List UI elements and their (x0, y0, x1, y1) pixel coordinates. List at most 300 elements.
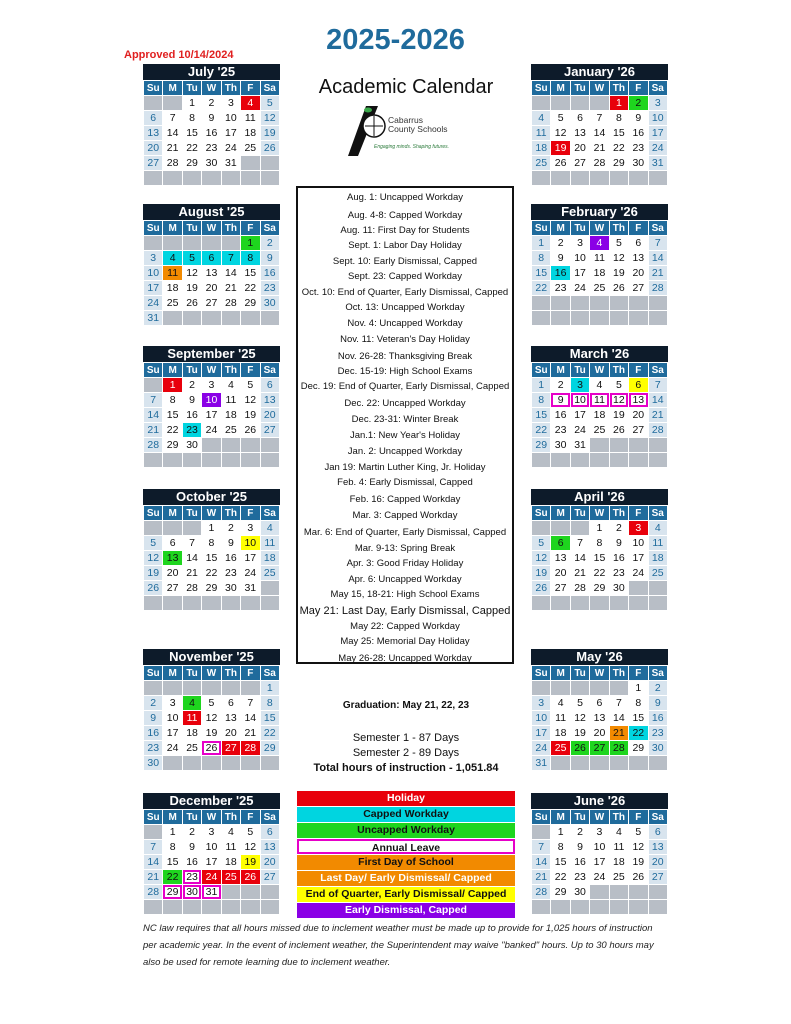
event-item: Nov. 26-28: Thanksgiving Break (337, 351, 473, 362)
empty-day (648, 900, 667, 915)
empty-day (590, 596, 609, 611)
day-cell: 9 (629, 111, 648, 126)
weekday-header: Su (532, 221, 551, 236)
empty-day (260, 596, 279, 611)
day-cell: 20 (551, 566, 570, 581)
day-cell: 18 (260, 551, 279, 566)
event-item: Nov. 11: Veteran's Day Holiday (340, 334, 470, 345)
empty-day (648, 171, 667, 186)
day-cell: 6 (551, 536, 570, 551)
empty-day (532, 453, 551, 468)
day-cell: 30 (629, 156, 648, 171)
day-cell: 10 (648, 111, 667, 126)
day-cell: 7 (221, 251, 240, 266)
weekday-header: Su (532, 810, 551, 825)
day-cell: 4 (551, 696, 570, 711)
empty-day (570, 521, 589, 536)
empty-day (629, 311, 648, 326)
weekday-header: M (551, 363, 570, 378)
month-grid (531, 505, 668, 611)
month-calendar-july (143, 64, 280, 186)
week-row (532, 171, 668, 186)
day-cell: 29 (163, 438, 182, 453)
day-cell: 8 (629, 696, 648, 711)
day-cell: 14 (221, 266, 240, 281)
day-cell: 17 (163, 726, 182, 741)
day-cell: 14 (182, 551, 201, 566)
day-cell: 10 (570, 251, 589, 266)
day-cell: 8 (163, 393, 182, 408)
day-cell: 18 (590, 408, 609, 423)
day-cell: 15 (609, 126, 628, 141)
logo-line2: County Schools (388, 124, 448, 134)
empty-day (260, 171, 279, 186)
day-cell: 1 (260, 681, 279, 696)
week-row (144, 885, 280, 900)
day-cell: 19 (551, 141, 570, 156)
event-item: Jan. 2: Uncapped Workday (347, 446, 463, 457)
event-item: Mar. 3: Capped Workday (352, 510, 458, 521)
empty-day (182, 681, 201, 696)
weekday-header: Su (144, 81, 163, 96)
day-cell: 20 (629, 266, 648, 281)
color-legend (297, 791, 515, 919)
day-cell: 25 (221, 870, 240, 885)
week-row (144, 281, 280, 296)
day-cell: 19 (144, 566, 163, 581)
day-cell: 1 (532, 236, 551, 251)
day-cell: 26 (202, 741, 221, 756)
day-cell: 1 (532, 378, 551, 393)
empty-day (260, 438, 279, 453)
day-cell: 16 (144, 726, 163, 741)
week-row (144, 438, 280, 453)
day-cell: 11 (532, 126, 551, 141)
day-cell: 27 (570, 156, 589, 171)
legend-item: Uncapped Workday (297, 823, 515, 838)
weekday-header: F (629, 810, 648, 825)
week-row (144, 696, 280, 711)
day-cell: 15 (551, 855, 570, 870)
day-cell: 21 (532, 870, 551, 885)
empty-day (648, 453, 667, 468)
month-calendar-may (531, 649, 668, 771)
weekday-header: Th (609, 81, 628, 96)
day-cell: 6 (202, 251, 221, 266)
day-cell: 18 (609, 855, 628, 870)
day-cell: 20 (144, 141, 163, 156)
day-cell: 16 (551, 408, 570, 423)
day-cell: 14 (532, 855, 551, 870)
week-row (144, 141, 280, 156)
empty-day (202, 171, 221, 186)
empty-day (590, 96, 609, 111)
day-cell: 13 (590, 711, 609, 726)
day-cell: 27 (144, 156, 163, 171)
day-cell: 11 (163, 266, 182, 281)
week-row (144, 453, 280, 468)
empty-day (182, 236, 201, 251)
week-row (144, 111, 280, 126)
day-cell: 11 (648, 536, 667, 551)
empty-day (163, 236, 182, 251)
day-cell: 2 (202, 96, 221, 111)
empty-day (163, 596, 182, 611)
day-cell: 12 (551, 126, 570, 141)
week-row (144, 566, 280, 581)
day-cell: 9 (551, 251, 570, 266)
empty-day (221, 236, 240, 251)
day-cell: 20 (260, 855, 279, 870)
empty-day (260, 311, 279, 326)
week-row (532, 96, 668, 111)
week-row (532, 741, 668, 756)
day-cell: 28 (241, 741, 260, 756)
day-cell: 11 (590, 251, 609, 266)
day-cell: 22 (590, 566, 609, 581)
week-row (532, 551, 668, 566)
day-cell: 10 (202, 393, 221, 408)
day-cell: 1 (202, 521, 221, 536)
day-cell: 13 (260, 393, 279, 408)
empty-day (144, 453, 163, 468)
day-cell: 14 (163, 126, 182, 141)
empty-day (551, 521, 570, 536)
weekday-header: W (202, 810, 221, 825)
day-cell: 15 (590, 551, 609, 566)
week-row (144, 551, 280, 566)
empty-day (532, 900, 551, 915)
day-cell: 28 (648, 281, 667, 296)
month-grid (143, 80, 280, 186)
event-item: Sept. 23: Capped Workday (348, 271, 462, 282)
day-cell: 16 (609, 551, 628, 566)
day-cell: 8 (182, 111, 201, 126)
day-cell: 5 (532, 536, 551, 551)
day-cell: 13 (163, 551, 182, 566)
day-cell: 3 (648, 96, 667, 111)
day-cell: 26 (144, 581, 163, 596)
empty-day (551, 756, 570, 771)
month-title: July '25 (143, 64, 280, 80)
empty-day (532, 96, 551, 111)
empty-day (144, 378, 163, 393)
day-cell: 14 (570, 551, 589, 566)
day-cell: 8 (163, 840, 182, 855)
day-cell: 13 (202, 266, 221, 281)
day-cell: 11 (182, 711, 201, 726)
event-item: Dec. 15-19: High School Exams (337, 366, 473, 377)
day-cell: 28 (182, 581, 201, 596)
event-item: Jan.1: New Year's Holiday (349, 430, 461, 441)
empty-day (551, 311, 570, 326)
event-item: Aug. 4-8: Capped Workday (347, 210, 463, 221)
week-row (532, 521, 668, 536)
legend-item: End of Quarter, Early Dismissal/ Capped (297, 887, 515, 902)
month-title: June '26 (531, 793, 668, 809)
weekday-header: F (629, 81, 648, 96)
day-cell: 19 (570, 726, 589, 741)
day-cell: 25 (182, 741, 201, 756)
day-cell: 27 (551, 581, 570, 596)
empty-day (629, 756, 648, 771)
legend-item: Holiday (297, 791, 515, 806)
weekday-header: Sa (260, 221, 279, 236)
day-cell: 16 (260, 266, 279, 281)
day-cell: 2 (648, 681, 667, 696)
empty-day (144, 521, 163, 536)
day-cell: 28 (590, 156, 609, 171)
week-row (144, 393, 280, 408)
day-cell: 25 (163, 296, 182, 311)
day-cell: 13 (629, 393, 648, 408)
day-cell: 2 (609, 521, 628, 536)
day-cell: 14 (648, 251, 667, 266)
empty-day (551, 453, 570, 468)
week-row (532, 156, 668, 171)
weekday-header: Sa (648, 81, 667, 96)
weekday-header: Su (532, 81, 551, 96)
day-cell: 17 (144, 281, 163, 296)
day-cell: 27 (202, 296, 221, 311)
day-cell: 19 (609, 408, 628, 423)
empty-day (551, 596, 570, 611)
day-cell: 31 (202, 885, 221, 900)
week-row (532, 111, 668, 126)
month-calendar-august (143, 204, 280, 326)
day-cell: 14 (609, 711, 628, 726)
week-row (144, 536, 280, 551)
day-cell: 18 (532, 141, 551, 156)
day-cell: 5 (570, 696, 589, 711)
day-cell: 15 (182, 126, 201, 141)
week-row (144, 756, 280, 771)
weekday-header: M (551, 810, 570, 825)
day-cell: 25 (590, 281, 609, 296)
day-cell: 15 (202, 551, 221, 566)
empty-day (590, 311, 609, 326)
weekday-header: F (629, 666, 648, 681)
day-cell: 16 (221, 551, 240, 566)
day-cell: 29 (532, 438, 551, 453)
day-cell: 10 (202, 840, 221, 855)
weekday-header: Sa (648, 666, 667, 681)
weekday-header: Sa (648, 810, 667, 825)
day-cell: 26 (532, 581, 551, 596)
day-cell: 16 (202, 126, 221, 141)
day-cell: 14 (144, 855, 163, 870)
event-item: Aug. 1: Uncapped Workday (346, 192, 463, 203)
legend-item: Annual Leave (297, 839, 515, 854)
empty-day (144, 596, 163, 611)
day-cell: 8 (532, 393, 551, 408)
month-calendar-december (143, 793, 280, 915)
event-item: Dec. 23-31: Winter Break (351, 414, 459, 425)
empty-day (532, 596, 551, 611)
day-cell: 4 (532, 111, 551, 126)
day-cell: 7 (182, 536, 201, 551)
empty-day (260, 900, 279, 915)
day-cell: 10 (241, 536, 260, 551)
weekday-header: F (241, 666, 260, 681)
day-cell: 7 (144, 840, 163, 855)
day-cell: 19 (241, 855, 260, 870)
day-cell: 7 (648, 236, 667, 251)
district-logo (348, 104, 478, 158)
day-cell: 23 (629, 141, 648, 156)
day-cell: 27 (629, 281, 648, 296)
empty-day (144, 236, 163, 251)
weekday-header: Tu (570, 666, 589, 681)
day-cell: 6 (570, 111, 589, 126)
empty-day (202, 311, 221, 326)
day-cell: 6 (260, 378, 279, 393)
weekday-header: Sa (260, 363, 279, 378)
approval-note: Approved 10/14/2024 (124, 49, 234, 61)
empty-day (590, 756, 609, 771)
day-cell: 14 (144, 408, 163, 423)
day-cell: 29 (590, 581, 609, 596)
week-row (144, 96, 280, 111)
day-cell: 20 (648, 855, 667, 870)
month-title: May '26 (531, 649, 668, 665)
day-cell: 19 (609, 266, 628, 281)
day-cell: 17 (629, 551, 648, 566)
day-cell: 1 (182, 96, 201, 111)
weekday-header: Su (144, 666, 163, 681)
day-cell: 1 (163, 825, 182, 840)
day-cell: 1 (551, 825, 570, 840)
empty-day (221, 171, 240, 186)
day-cell: 1 (609, 96, 628, 111)
month-title: November '25 (143, 649, 280, 665)
weekday-header: Th (221, 666, 240, 681)
day-cell: 20 (202, 281, 221, 296)
week-row (532, 596, 668, 611)
weekday-header: Sa (648, 506, 667, 521)
weekday-header: F (629, 506, 648, 521)
weekday-header: Tu (570, 363, 589, 378)
empty-day (163, 756, 182, 771)
week-row (144, 171, 280, 186)
empty-day (260, 885, 279, 900)
empty-day (202, 438, 221, 453)
day-cell: 10 (590, 840, 609, 855)
month-grid (143, 809, 280, 915)
day-cell: 2 (551, 236, 570, 251)
empty-day (648, 311, 667, 326)
day-cell: 2 (182, 825, 201, 840)
day-cell: 6 (221, 696, 240, 711)
day-cell: 18 (182, 726, 201, 741)
day-cell: 10 (570, 393, 589, 408)
day-cell: 4 (260, 521, 279, 536)
day-cell: 22 (532, 281, 551, 296)
week-row (532, 840, 668, 855)
week-row (144, 251, 280, 266)
event-item: Apr. 6: Uncapped Workday (348, 574, 462, 585)
day-cell: 13 (221, 711, 240, 726)
day-cell: 31 (144, 311, 163, 326)
day-cell: 2 (182, 378, 201, 393)
week-row (532, 408, 668, 423)
week-row (144, 311, 280, 326)
day-cell: 2 (629, 96, 648, 111)
weekday-header: Th (609, 506, 628, 521)
empty-day (182, 900, 201, 915)
day-cell: 8 (590, 536, 609, 551)
day-cell: 22 (241, 281, 260, 296)
day-cell: 6 (144, 111, 163, 126)
day-cell: 11 (241, 111, 260, 126)
day-cell: 9 (609, 536, 628, 551)
weekday-header: Su (532, 506, 551, 521)
empty-day (163, 96, 182, 111)
day-cell: 23 (221, 566, 240, 581)
weekday-header: Sa (648, 221, 667, 236)
empty-day (182, 521, 201, 536)
day-cell: 15 (629, 711, 648, 726)
month-grid (143, 665, 280, 771)
day-cell: 19 (260, 126, 279, 141)
weekday-header: Tu (182, 506, 201, 521)
day-cell: 30 (570, 885, 589, 900)
day-cell: 16 (551, 266, 570, 281)
weekday-header: F (241, 221, 260, 236)
day-cell: 23 (144, 741, 163, 756)
event-item: Oct. 13: Uncapped Workday (345, 302, 465, 313)
inclement-weather-note: NC law requires that all hours missed due to inclement weather must be made up to provide for 1,025 hours of instruction per academic year. In the event of inclement weather, the Superintendent may waive "banked" hours. Up to 30 hours may also be used for remote learning due to inclement weather. (143, 923, 654, 968)
weekday-header: Sa (260, 81, 279, 96)
empty-day (629, 171, 648, 186)
empty-day (532, 825, 551, 840)
day-cell: 4 (648, 521, 667, 536)
day-cell: 5 (241, 825, 260, 840)
day-cell: 6 (648, 825, 667, 840)
day-cell: 25 (551, 741, 570, 756)
day-cell: 9 (182, 393, 201, 408)
day-cell: 21 (241, 726, 260, 741)
weekday-header: W (590, 81, 609, 96)
day-cell: 24 (163, 741, 182, 756)
empty-day (570, 681, 589, 696)
day-cell: 24 (570, 423, 589, 438)
day-cell: 27 (629, 423, 648, 438)
day-cell: 12 (241, 840, 260, 855)
week-row (532, 453, 668, 468)
day-cell: 11 (221, 840, 240, 855)
day-cell: 2 (570, 825, 589, 840)
empty-day (551, 296, 570, 311)
day-cell: 6 (590, 696, 609, 711)
weekday-header: Sa (260, 666, 279, 681)
day-cell: 24 (221, 141, 240, 156)
day-cell: 5 (202, 696, 221, 711)
empty-day (221, 885, 240, 900)
day-cell: 28 (221, 296, 240, 311)
day-cell: 11 (551, 711, 570, 726)
day-cell: 22 (551, 870, 570, 885)
weekday-header: F (241, 506, 260, 521)
events-list (296, 186, 514, 664)
day-cell: 1 (241, 236, 260, 251)
day-cell: 22 (163, 423, 182, 438)
weekday-header: W (202, 506, 221, 521)
day-cell: 29 (241, 296, 260, 311)
day-cell: 17 (241, 551, 260, 566)
week-row (532, 900, 668, 915)
day-cell: 22 (609, 141, 628, 156)
